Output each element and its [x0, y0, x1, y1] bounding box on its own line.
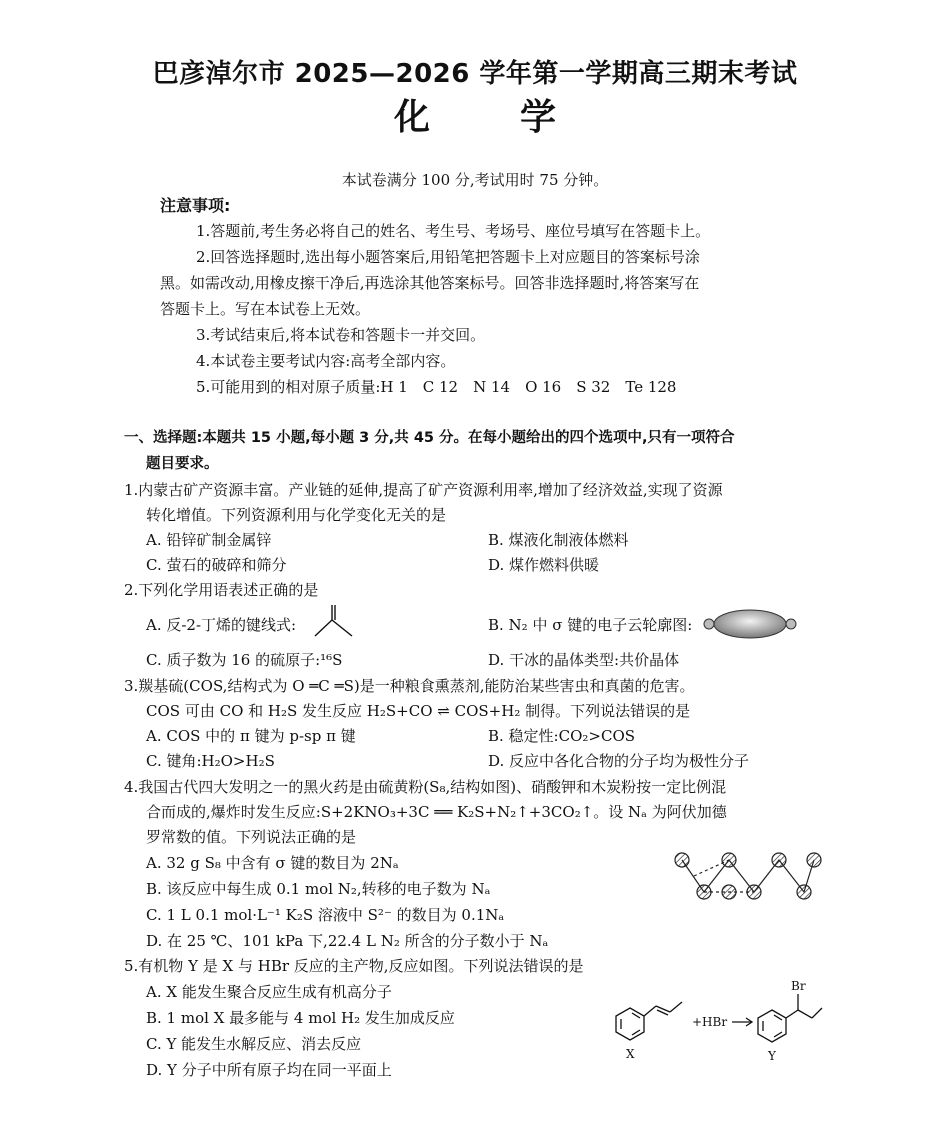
option-b: B. 该反应中每生成 0.1 mol N₂,转移的电子数为 Nₐ: [146, 880, 491, 898]
option-d: D. 反应中各化合物的分子均为极性分子: [488, 752, 750, 770]
question-stem: 5.有机物 Y 是 X 与 HBr 反应的主产物,反应如图。下列说法错误的是: [124, 957, 584, 975]
notice-line: 3.考试结束后,将本试卷和答题卡一并交回。: [196, 326, 486, 344]
option-b: B. N₂ 中 σ 键的电子云轮廓图:: [488, 616, 693, 634]
option-d: D. 干冰的晶体类型:共价晶体: [488, 651, 680, 669]
question-stem: 合而成的,爆炸时发生反应:S+2KNO₃+3C ══ K₂S+N₂↑+3CO₂↑。设 Nₐ 为阿伏加德: [146, 803, 727, 821]
option-a: A. 反-2-丁烯的键线式:: [146, 616, 297, 634]
notice-line: 2.回答选择题时,选出每小题答案后,用铅笔把答题卡上对应题目的答案标号涂: [196, 248, 700, 266]
question-stem: COS 可由 CO 和 H₂S 发生反应 H₂S+CO ⇌ COS+H₂ 制得。下列说法错误的是: [146, 702, 691, 720]
notice-line: 5.可能用到的相对原子质量:H 1 C 12 N 14 O 16 S 32 Te 128: [196, 378, 677, 396]
label-br: Br: [791, 980, 806, 993]
option-a: A. 32 g S₈ 中含有 σ 键的数目为 2Nₐ: [146, 854, 399, 872]
notice-line: 4.本试卷主要考试内容:高考全部内容。: [196, 352, 456, 370]
option-d: D. 煤作燃料供暖: [488, 556, 600, 574]
reagent-label: +HBr: [692, 1015, 728, 1029]
exam-info: 本试卷满分 100 分,考试用时 75 分钟。: [341, 171, 609, 189]
option-c: C. Y 能发生水解反应、消去反应: [146, 1035, 362, 1053]
option-c: C. 1 L 0.1 mol·L⁻¹ K₂S 溶液中 S²⁻ 的数目为 0.1Nₐ: [146, 906, 505, 924]
option-a: A. X 能发生聚合反应生成有机高分子: [146, 983, 392, 1001]
s8-crown-structure-icon: [664, 846, 828, 906]
section-heading: 一、选择题:本题共 15 小题,每小题 3 分,共 45 分。在每小题给出的四个选项中,只有一项符合: [124, 430, 735, 446]
option-d: D. Y 分子中所有原子均在同一平面上: [146, 1061, 392, 1079]
question-stem: 转化增值。下列资源利用与化学变化无关的是: [146, 506, 447, 524]
reaction-scheme-figure: [606, 980, 826, 1064]
option-c: C. 键角:H₂O>H₂S: [146, 752, 275, 770]
label-x: X: [626, 1047, 635, 1061]
trans-2-butene-skeletal-icon: [312, 602, 356, 642]
question-stem: 1.内蒙古矿产资源丰富。产业链的延伸,提高了矿产资源利用率,增加了经济效益,实现了资源: [124, 481, 723, 499]
notice-line: 1.答题前,考生务必将自己的姓名、考生号、考场号、座位号填写在答题卡上。: [196, 222, 711, 240]
notice-heading: 注意事项:: [160, 196, 231, 215]
sigma-bond-electron-cloud-icon: [700, 608, 800, 640]
question-stem: 罗常数的值。下列说法正确的是: [146, 828, 357, 846]
question-stem: 3.羰基硫(COS,结构式为 O ═C ═S)是一种粮食熏蒸剂,能防治某些害虫和真菌的危害。: [124, 677, 695, 695]
subject-title: 化学: [393, 97, 646, 138]
question-stem: 2.下列化学用语表述正确的是: [124, 581, 319, 599]
option-a: A. 铅锌矿制金属锌: [146, 531, 272, 549]
option-b: B. 煤液化制液体燃料: [488, 531, 629, 549]
exam-title: 巴彦淖尔市 2025—2026 学年第一学期高三期末考试: [152, 59, 798, 89]
option-b: B. 1 mol X 最多能与 4 mol H₂ 发生加成反应: [146, 1009, 455, 1027]
option-d: D. 在 25 ℃、101 kPa 下,22.4 L N₂ 所含的分子数小于 Nₐ: [146, 932, 549, 950]
notice-line: 答题卡上。写在本试卷上无效。: [160, 300, 371, 318]
option-c: C. 萤石的破碎和筛分: [146, 556, 287, 574]
section-heading: 题目要求。: [146, 456, 219, 472]
option-b: B. 稳定性:CO₂>COS: [488, 727, 636, 745]
label-y: Y: [768, 1049, 776, 1063]
question-stem: 4.我国古代四大发明之一的黑火药是由硫黄粉(S₈,结构如图)、硝酸钾和木炭粉按一定比例混: [124, 778, 727, 796]
notice-line: 黑。如需改动,用橡皮擦干净后,再选涂其他答案标号。回答非选择题时,将答案写在: [160, 274, 700, 292]
option-a: A. COS 中的 π 键为 p-sp π 键: [146, 727, 356, 745]
option-c: C. 质子数为 16 的硫原子:¹⁶S: [146, 651, 343, 669]
